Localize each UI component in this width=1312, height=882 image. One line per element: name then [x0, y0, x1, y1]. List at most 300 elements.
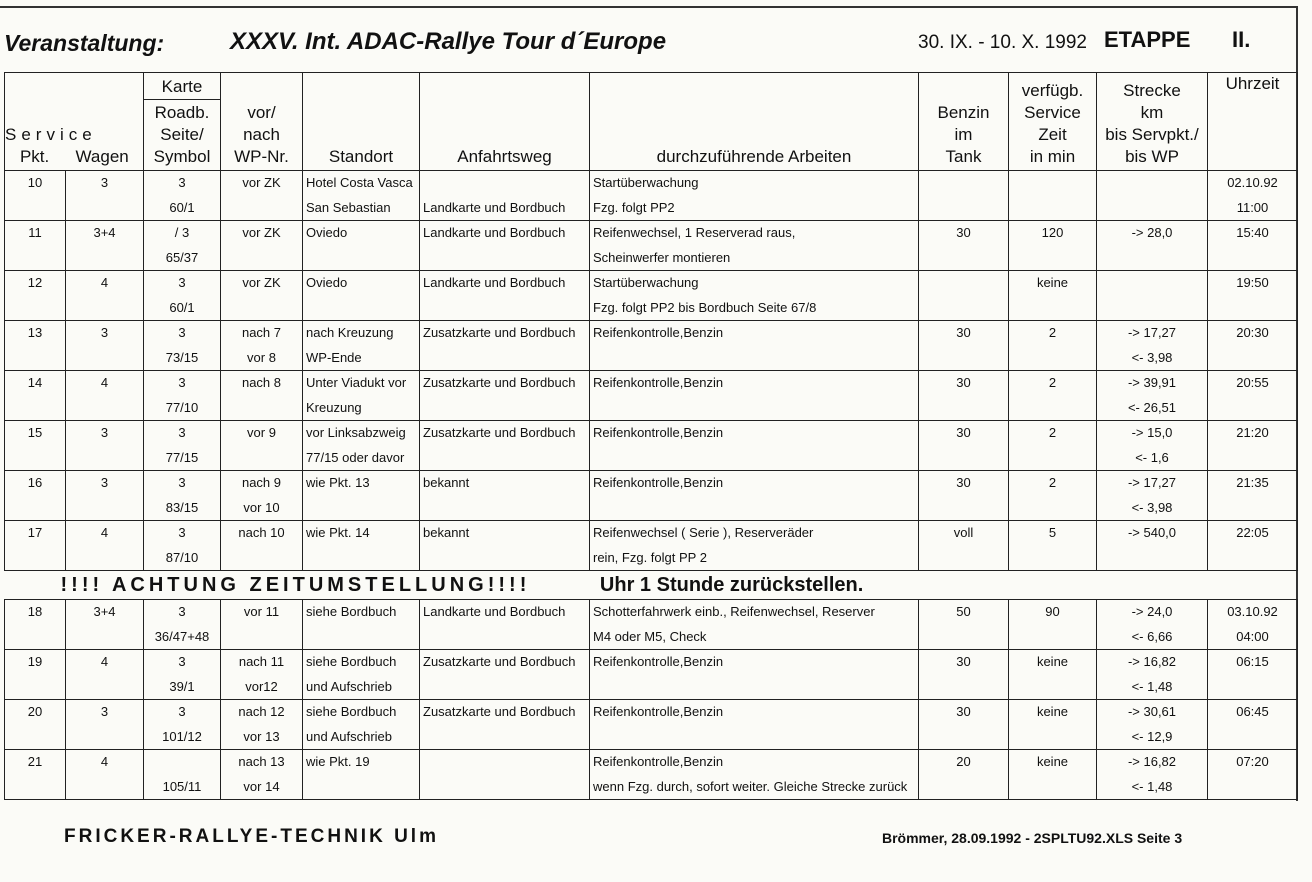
wagen-text: 4 — [100, 275, 109, 290]
pkt-text: 18 — [27, 604, 43, 619]
standort-cell — [303, 421, 420, 471]
standort-cell — [303, 521, 420, 571]
standort-cell — [303, 171, 420, 221]
strecke-text: -> 30,61 — [1127, 704, 1177, 719]
anfahrt-cell — [420, 600, 590, 650]
strecke-cell — [1097, 600, 1208, 650]
standort-text: Oviedo — [306, 275, 348, 290]
table-row — [5, 700, 1298, 750]
anfahrt-text — [423, 775, 586, 800]
strecke-header-line: bis Servpkt./ — [1105, 125, 1199, 144]
strecke-text: <- 1,48 — [1131, 678, 1173, 694]
uhrzeit-cell — [1208, 171, 1298, 221]
strecke-text: <- 12,9 — [1131, 728, 1173, 744]
arbeiten-text: Reifenkontrolle,Benzin — [593, 325, 724, 340]
table-header-row — [5, 73, 1298, 171]
strecke-text: -> 540,0 — [1127, 525, 1177, 540]
wagen-cell — [66, 371, 144, 421]
anfahrt-text: Zusatzkarte und Bordbuch — [423, 704, 576, 719]
anfahrt-text — [423, 296, 586, 321]
wp-cell — [221, 521, 303, 571]
benzin-cell — [919, 271, 1009, 321]
zeit-cell — [1009, 600, 1097, 650]
schedule-body-before-notice — [5, 171, 1298, 571]
benzin-header-line: im — [954, 125, 973, 144]
karte-cell — [144, 471, 221, 521]
standort-text: Unter Viadukt vor — [306, 375, 407, 390]
wagen-cell — [66, 221, 144, 271]
anfahrt-text — [423, 725, 586, 750]
zeit-cell — [1009, 171, 1097, 221]
uhrzeit-cell — [1208, 600, 1298, 650]
pkt-text: 20 — [27, 704, 43, 719]
arbeiten-cell — [590, 421, 919, 471]
uhrzeit-cell — [1208, 371, 1298, 421]
wagen-cell — [66, 171, 144, 221]
anfahrtsweg-header: Anfahrtsweg — [420, 73, 590, 171]
benzin-text: 30 — [956, 325, 971, 340]
karte-text: 3 — [178, 704, 186, 719]
wagen-text: 4 — [100, 375, 109, 390]
wp-cell — [221, 600, 303, 650]
standort-text: nach Kreuzung — [306, 325, 394, 340]
strecke-text: -> 15,0 — [1131, 425, 1173, 440]
standort-cell — [303, 600, 420, 650]
wagen-cell — [66, 271, 144, 321]
pkt-text: 21 — [27, 754, 43, 769]
uhrzeit-text — [1211, 396, 1294, 421]
benzin-header-line: Benzin — [937, 103, 990, 122]
arbeiten-text: Reifenkontrolle,Benzin — [593, 375, 724, 390]
pkt-cell — [5, 650, 66, 700]
strecke-text: <- 6,66 — [1131, 628, 1173, 644]
benzin-text: 30 — [956, 225, 971, 240]
table-row — [5, 321, 1298, 371]
uhrzeit-cell — [1208, 221, 1298, 271]
wagen-cell — [66, 600, 144, 650]
uhrzeit-cell — [1208, 521, 1298, 571]
zeit-text: 2 — [1048, 325, 1057, 340]
karte-text: 101/12 — [162, 728, 202, 744]
table-row — [5, 650, 1298, 700]
standort-cell — [303, 271, 420, 321]
notice-body — [5, 571, 1298, 600]
wp-text: nach 9 — [241, 475, 282, 490]
anfahrt-text — [423, 750, 586, 775]
pkt-cell — [5, 371, 66, 421]
anfahrt-cell — [420, 471, 590, 521]
wagen-text: 3 — [100, 175, 109, 190]
zeit-cell — [1009, 471, 1097, 521]
anfahrt-cell — [420, 271, 590, 321]
strecke-text: -> 28,0 — [1131, 225, 1173, 240]
arbeiten-text: wenn Fzg. durch, sofort weiter. Gleiche Strecke zurück — [593, 778, 908, 794]
strecke-text — [1100, 246, 1204, 271]
karte-text: 3 — [178, 525, 186, 540]
uhrzeit-text — [1211, 725, 1294, 750]
time-change-notice-row — [5, 571, 1298, 600]
uhrzeit-cell — [1208, 321, 1298, 371]
anfahrt-text — [423, 171, 586, 196]
benzin-text: 30 — [956, 375, 971, 390]
strecke-cell — [1097, 750, 1208, 800]
wp-text: vor 11 — [243, 604, 280, 619]
pkt-cell — [5, 421, 66, 471]
arbeiten-cell — [590, 221, 919, 271]
wp-header-line: vor/ — [247, 103, 276, 122]
zeit-text — [1012, 171, 1093, 196]
benzin-header-line: Tank — [945, 147, 982, 166]
strecke-text — [1100, 196, 1204, 221]
event-title: XXXV. Int. ADAC-Rallye Tour d´Europe — [230, 28, 667, 55]
anfahrt-text: Zusatzkarte und Bordbuch — [423, 425, 576, 440]
uhrzeit-text — [1211, 546, 1294, 571]
standort-text: siehe Bordbuch — [306, 704, 397, 719]
anfahrt-text — [423, 675, 586, 700]
zeit-cell — [1009, 521, 1097, 571]
karte-cell — [144, 521, 221, 571]
pkt-text: 16 — [27, 475, 43, 490]
strecke-cell — [1097, 650, 1208, 700]
pkt-cell — [5, 171, 66, 221]
zeit-cell — [1009, 750, 1097, 800]
standort-text — [306, 775, 416, 800]
pkt-cell — [5, 700, 66, 750]
wp-cell — [221, 700, 303, 750]
karte-header-top: Karte — [144, 76, 220, 100]
wagen-text: 3 — [100, 325, 109, 340]
zeit-cell — [1009, 321, 1097, 371]
karte-text: 65/37 — [165, 249, 199, 265]
benzin-cell — [919, 471, 1009, 521]
karte-cell — [144, 371, 221, 421]
pkt-cell — [5, 750, 66, 800]
wp-text: vor 9 — [247, 425, 276, 440]
karte-text: 3 — [178, 604, 186, 619]
notice-warning: !!!! ACHTUNG ZEITUMSTELLUNG!!!! — [60, 574, 531, 596]
anfahrt-cell — [420, 421, 590, 471]
wp-text: nach 12 — [238, 704, 285, 719]
benzin-cell — [919, 750, 1009, 800]
standort-text: wie Pkt. 19 — [306, 754, 370, 769]
karte-cell — [144, 700, 221, 750]
uhrzeit-cell — [1208, 421, 1298, 471]
wagen-text: 4 — [100, 754, 109, 769]
wp-cell — [221, 371, 303, 421]
karte-text: 3 — [178, 275, 186, 290]
strecke-text — [1100, 296, 1204, 321]
karte-text: 77/10 — [165, 399, 199, 415]
wp-text: nach 10 — [238, 525, 285, 540]
wp-text: vor ZK — [242, 225, 281, 240]
anfahrt-cell — [420, 650, 590, 700]
arbeiten-header: durchzuführende Arbeiten — [590, 73, 919, 171]
standort-cell — [303, 700, 420, 750]
arbeiten-text: Schotterfahrwerk einb., Reifenwechsel, Reserver — [593, 604, 875, 619]
arbeiten-text: Reifenwechsel, 1 Reserverad raus, — [593, 225, 796, 240]
arbeiten-cell — [590, 521, 919, 571]
standort-text — [306, 496, 416, 521]
time-change-notice — [5, 571, 1298, 600]
wagen-text: 3 — [100, 475, 109, 490]
karte-text: 105/11 — [162, 778, 202, 794]
zeit-cell — [1009, 700, 1097, 750]
standort-text: San Sebastian — [306, 199, 391, 215]
zeit-cell — [1009, 271, 1097, 321]
standort-text — [306, 246, 416, 271]
benzin-text: 50 — [956, 604, 971, 619]
anfahrt-cell — [420, 371, 590, 421]
standort-text: siehe Bordbuch — [306, 654, 397, 669]
karte-cell — [144, 650, 221, 700]
karte-text — [147, 750, 217, 775]
wagen-text: 3+4 — [93, 225, 116, 240]
wp-cell — [221, 321, 303, 371]
strecke-cell — [1097, 371, 1208, 421]
wagen-text: 3 — [100, 425, 109, 440]
zeit-text: keine — [1036, 704, 1069, 719]
benzin-text: 30 — [956, 704, 971, 719]
strecke-text — [1100, 271, 1204, 296]
wp-text: vor ZK — [242, 175, 281, 190]
table-row — [5, 471, 1298, 521]
standort-text: wie Pkt. 14 — [306, 525, 370, 540]
zeit-text: 90 — [1045, 604, 1060, 619]
standort-text: Hotel Costa Vasca — [306, 175, 413, 190]
anfahrt-text — [423, 625, 586, 650]
pkt-cell — [5, 521, 66, 571]
strecke-header-line: km — [1140, 103, 1164, 122]
zeit-text: 2 — [1048, 425, 1057, 440]
uhrzeit-text — [1211, 675, 1294, 700]
uhrzeit-text: 22:05 — [1236, 525, 1269, 540]
wp-text — [224, 625, 299, 650]
standort-text: 77/15 oder davor — [306, 449, 405, 465]
table-row — [5, 421, 1298, 471]
service-header-top: Service — [5, 125, 97, 144]
strecke-header — [1097, 73, 1208, 171]
pkt-cell — [5, 471, 66, 521]
pkt-text: 15 — [27, 425, 43, 440]
event-label: Veranstaltung: — [4, 30, 165, 56]
arbeiten-cell — [590, 321, 919, 371]
benzin-cell — [919, 321, 1009, 371]
wp-cell — [221, 171, 303, 221]
benzin-header — [919, 73, 1009, 171]
zeit-cell — [1009, 221, 1097, 271]
standort-cell — [303, 221, 420, 271]
uhrzeit-text: 03.10.92 — [1227, 604, 1278, 619]
karte-text: 73/15 — [165, 349, 199, 365]
zeit-cell — [1009, 371, 1097, 421]
arbeiten-text: Reifenkontrolle,Benzin — [593, 425, 724, 440]
karte-cell — [144, 600, 221, 650]
uhrzeit-text: 06:15 — [1236, 654, 1269, 669]
anfahrt-text: bekannt — [423, 525, 470, 540]
uhrzeit-cell — [1208, 750, 1298, 800]
anfahrt-cell — [420, 171, 590, 221]
karte-header — [144, 73, 221, 171]
standort-text: vor Linksabzweig — [306, 425, 406, 440]
wp-header-line: WP-Nr. — [234, 147, 289, 166]
zeit-text: 2 — [1048, 475, 1057, 490]
benzin-cell — [919, 700, 1009, 750]
footer-file-info: Brömmer, 28.09.1992 - 2SPLTU92.XLS Seite 3 — [882, 830, 1183, 846]
standort-text — [306, 546, 416, 571]
arbeiten-text: Startüberwachung — [593, 175, 699, 190]
footer-company: FRICKER-RALLYE-TECHNIK Ulm — [64, 826, 439, 847]
wagen-text: 4 — [100, 525, 109, 540]
pkt-text: 19 — [27, 654, 43, 669]
uhrzeit-text — [1211, 496, 1294, 521]
notice-instruction: Uhr 1 Stunde zurückstellen. — [599, 574, 864, 596]
karte-text: 3 — [178, 325, 186, 340]
pkt-text: 13 — [27, 325, 43, 340]
arbeiten-text — [593, 346, 915, 371]
benzin-text: 20 — [956, 754, 971, 769]
uhrzeit-text: 20:55 — [1236, 375, 1269, 390]
pkt-text: 10 — [27, 175, 43, 190]
anfahrt-text — [423, 246, 586, 271]
wp-text: vor12 — [245, 678, 278, 694]
anfahrt-text: Landkarte und Bordbuch — [423, 275, 566, 290]
wp-text — [224, 196, 299, 221]
zeit-text: 120 — [1041, 225, 1064, 240]
karte-text: 3 — [178, 425, 186, 440]
etappe-number: II. — [1232, 27, 1251, 52]
standort-cell — [303, 321, 420, 371]
strecke-cell — [1097, 471, 1208, 521]
uhrzeit-text: 07:20 — [1236, 754, 1269, 769]
karte-header-line: Symbol — [153, 147, 211, 166]
anfahrt-cell — [420, 321, 590, 371]
strecke-text: <- 26,51 — [1127, 399, 1177, 415]
strecke-cell — [1097, 171, 1208, 221]
standort-cell — [303, 750, 420, 800]
pkt-text: 14 — [27, 375, 43, 390]
arbeiten-text: Startüberwachung — [593, 275, 699, 290]
standort-text: und Aufschrieb — [306, 728, 393, 744]
arbeiten-text: Reifenkontrolle,Benzin — [593, 754, 724, 769]
benzin-cell — [919, 650, 1009, 700]
standort-text — [306, 625, 416, 650]
zeit-header-line: in min — [1029, 147, 1076, 166]
karte-text: 60/1 — [169, 199, 195, 215]
wagen-cell — [66, 471, 144, 521]
zeit-text: keine — [1036, 275, 1069, 290]
benzin-text — [922, 271, 1005, 296]
wagen-cell — [66, 650, 144, 700]
arbeiten-text — [593, 446, 915, 471]
arbeiten-text: Reifenkontrolle,Benzin — [593, 704, 724, 719]
arbeiten-cell — [590, 371, 919, 421]
standort-text: Oviedo — [306, 225, 348, 240]
arbeiten-text: Reifenwechsel ( Serie ), Reserveräder — [593, 525, 814, 540]
wp-text: nach 11 — [238, 654, 285, 669]
karte-text: 60/1 — [169, 299, 195, 315]
standort-text: WP-Ende — [306, 349, 362, 365]
arbeiten-text: Fzg. folgt PP2 bis Bordbuch Seite 67/8 — [593, 299, 817, 315]
pkt-cell — [5, 271, 66, 321]
strecke-text: -> 39,91 — [1127, 375, 1177, 390]
benzin-cell — [919, 421, 1009, 471]
wagen-text: 4 — [100, 654, 109, 669]
arbeiten-cell — [590, 700, 919, 750]
wp-header-line: nach — [243, 125, 280, 144]
karte-cell — [144, 271, 221, 321]
benzin-text: 30 — [956, 475, 971, 490]
wp-text: vor 8 — [247, 349, 276, 365]
arbeiten-cell — [590, 750, 919, 800]
strecke-cell — [1097, 421, 1208, 471]
anfahrt-text — [423, 446, 586, 471]
wp-cell — [221, 421, 303, 471]
wp-cell — [221, 271, 303, 321]
zeit-cell — [1009, 650, 1097, 700]
standort-text: wie Pkt. 13 — [306, 475, 370, 490]
uhrzeit-text: 20:30 — [1236, 325, 1269, 340]
pkt-cell — [5, 221, 66, 271]
pkt-header: Pkt. — [19, 147, 50, 166]
anfahrt-cell — [420, 750, 590, 800]
anfahrt-text: Landkarte und Bordbuch — [423, 604, 566, 619]
zeit-text: 2 — [1048, 375, 1057, 390]
karte-text: 36/47+48 — [154, 628, 210, 644]
strecke-text: -> 17,27 — [1127, 475, 1177, 490]
karte-text: 83/15 — [165, 499, 199, 515]
table-row — [5, 750, 1298, 800]
uhrzeit-header: Uhrzeit — [1208, 73, 1298, 171]
wagen-cell — [66, 521, 144, 571]
etappe-label: ETAPPE — [1104, 27, 1191, 52]
karte-cell — [144, 171, 221, 221]
wp-text — [224, 546, 299, 571]
schedule-body-after-notice — [5, 600, 1298, 800]
benzin-cell — [919, 371, 1009, 421]
strecke-cell — [1097, 521, 1208, 571]
uhrzeit-text: 11:00 — [1236, 199, 1269, 215]
standort-text: und Aufschrieb — [306, 678, 393, 694]
benzin-text: 30 — [956, 654, 971, 669]
arbeiten-text: M4 oder M5, Check — [593, 628, 707, 644]
uhrzeit-text — [1211, 346, 1294, 371]
anfahrt-text — [423, 346, 586, 371]
karte-header-line: Roadb. — [154, 103, 210, 122]
table-row — [5, 221, 1298, 271]
zeit-header — [1009, 73, 1097, 171]
uhrzeit-text — [1211, 446, 1294, 471]
anfahrt-text — [423, 496, 586, 521]
anfahrt-text: Landkarte und Bordbuch — [423, 199, 566, 215]
karte-text: 77/15 — [165, 449, 199, 465]
strecke-text: <- 3,98 — [1131, 499, 1173, 515]
uhrzeit-cell — [1208, 271, 1298, 321]
document-header — [4, 26, 1304, 60]
standort-cell — [303, 371, 420, 421]
anfahrt-text: Zusatzkarte und Bordbuch — [423, 375, 576, 390]
uhrzeit-cell — [1208, 471, 1298, 521]
benzin-cell — [919, 171, 1009, 221]
wp-cell — [221, 471, 303, 521]
arbeiten-cell — [590, 271, 919, 321]
benzin-cell — [919, 600, 1009, 650]
anfahrt-text: bekannt — [423, 475, 470, 490]
strecke-cell — [1097, 700, 1208, 750]
wp-text: vor ZK — [242, 275, 281, 290]
strecke-header-line: Strecke — [1123, 81, 1181, 100]
pkt-text: 11 — [28, 225, 42, 240]
wp-text: nach 13 — [238, 754, 285, 769]
